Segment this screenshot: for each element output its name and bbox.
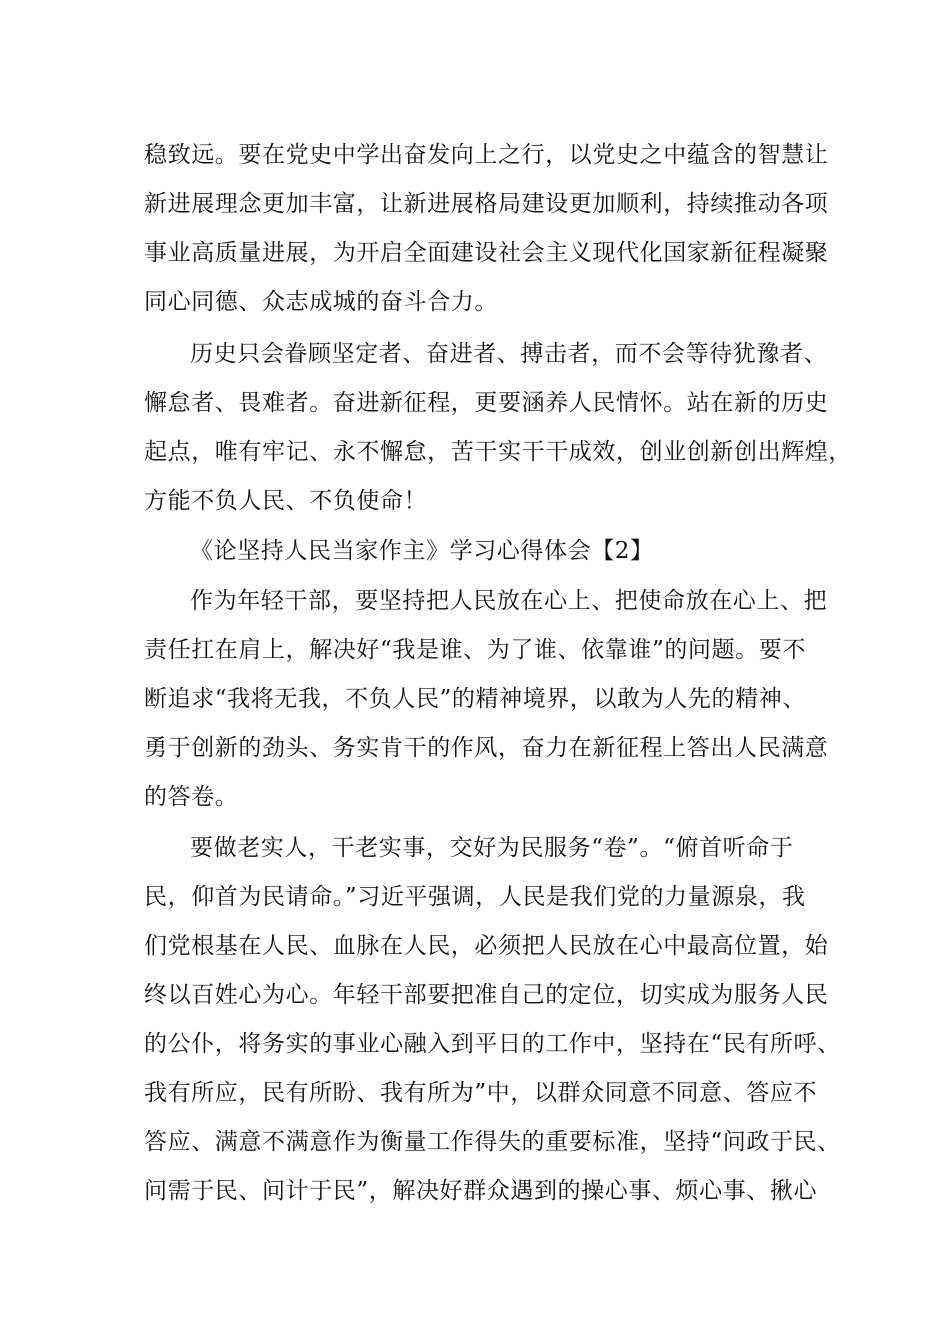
text-line: 勇于创新的劲头、务实肯干的作风，奋力在新征程上答出人民满意 — [144, 735, 829, 761]
text-line: 事业高质量进展，为开启全面建设社会主义现代化国家新征程凝聚 — [144, 240, 829, 266]
text-line: 起点，唯有牢记、永不懈怠，苦干实干干成效，创业创新创出辉煌， — [144, 439, 852, 465]
text-line: 稳致远。要在党史中学出奋发向上之行，以党史之中蕴含的智慧让 — [144, 142, 829, 168]
text-line: 民，仰首为民请命。”习近平强调，人民是我们党的力量源泉，我 — [144, 884, 806, 910]
text-line: 新进展理念更加丰富，让新进展格局建设更加顺利，持续推动各项 — [144, 191, 829, 217]
paragraph-first-line: 要做老实人，干老实事，交好为民服务“卷”。“俯首听命于 — [190, 835, 794, 861]
text-line: 终以百姓心为心。年轻干部要把准自己的定位，切实成为服务人民 — [144, 982, 829, 1008]
text-line: 同心同德、众志成城的奋斗合力。 — [144, 289, 498, 315]
paragraph-first-line: 作为年轻干部，要坚持把人民放在心上、把使命放在心上、把 — [190, 588, 828, 614]
text-line: 问需于民、问计于民”，解决好群众遇到的操心事、烦心事、揪心 — [144, 1178, 818, 1204]
text-line: 们党根基在人民、血脉在人民，必须把人民放在心中最高位置，始 — [144, 933, 829, 959]
text-line: 方能不负人民、不负使命！ — [144, 488, 428, 514]
text-line: 断追求“我将无我，不负人民”的精神境界，以敢为人先的精神、 — [144, 686, 806, 712]
text-line: 我有所应，民有所盼、我有所为”中，以群众同意不同意、答应不 — [144, 1080, 818, 1106]
text-line: 的公仆，将务实的事业心融入到平日的工作中，坚持在“民有所呼、 — [144, 1031, 841, 1057]
paragraph-first-line: 历史只会眷顾坚定者、奋进者、搏击者，而不会等待犹豫者、 — [190, 341, 828, 367]
text-line: 的答卷。 — [144, 784, 239, 810]
text-line: 答应、满意不满意作为衡量工作得失的重要标准，坚持“问政于民、 — [144, 1129, 841, 1155]
text-line: 责任扛在肩上，解决好“我是谁、为了谁、依靠谁”的问题。要不 — [144, 637, 806, 663]
section-heading: 《论坚持人民当家作主》学习心得体会【2】 — [190, 538, 654, 564]
text-line: 懈怠者、畏难者。奋进新征程，更要涵养人民情怀。站在新的历史 — [144, 390, 829, 416]
